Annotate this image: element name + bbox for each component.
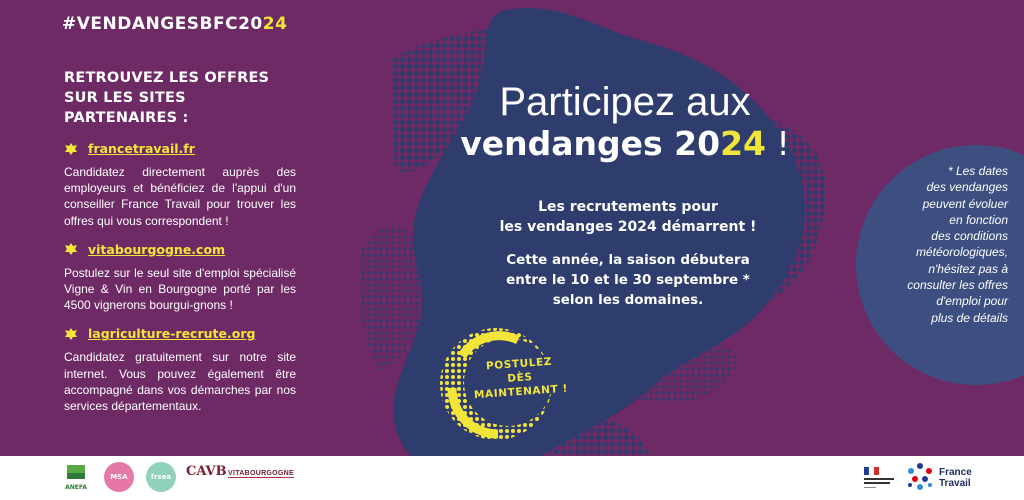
vitabourgogne-logo: VITABOURGOGNE: [228, 470, 294, 477]
vine-leaf-icon: [64, 327, 78, 341]
recruitment-announcement: Les recrutements pour les vendanges 2024 démarrent !: [499, 199, 757, 235]
cavb-logo: CAVB: [186, 464, 227, 479]
main-title: [440, 80, 810, 164]
france-travail-dots-icon: [905, 461, 935, 493]
anefa-logo: [65, 463, 87, 493]
site-link-vitabourgogne[interactable]: vitabourgogne.com: [88, 241, 226, 257]
site-description: Postulez sur le seul site d'emploi spécialisé Vigne & Vin en Bourgogne porté par les 4500 vignerons bourgui-gnons !: [64, 265, 296, 313]
partner-sites-column: [64, 68, 296, 414]
partner-logos-footer: [0, 456, 1024, 500]
title-line1: Participez aux: [499, 80, 751, 124]
site-vitabourgogne: [64, 242, 296, 314]
vine-leaf-icon: [64, 142, 78, 156]
msa-logo: MSA: [104, 462, 134, 492]
france-travail-logo: France Travail: [905, 461, 935, 497]
title-line2: vendanges 2024 !: [460, 124, 790, 163]
apply-now-button[interactable]: POSTULEZ DÈS MAINTENANT !: [473, 355, 569, 402]
svg-text:ANEFA: ANEFA: [65, 484, 87, 491]
site-link-lagriculture[interactable]: lagriculture-recrute.org: [88, 326, 256, 342]
frsea-logo: frsea: [146, 462, 176, 492]
site-link-francetravail[interactable]: francetravail.fr: [88, 141, 195, 156]
hashtag-prefix: #VENDANGESBFC20: [62, 14, 263, 34]
site-description: Candidatez gratuitement sur notre site internet. Vous pouvez également être accompagné dans vos démarches par nos services départementaux.: [64, 350, 296, 414]
republique-francaise-logo: [860, 463, 900, 493]
vine-leaf-icon: [64, 242, 78, 256]
site-francetravail: [64, 141, 296, 229]
season-dates: Cette année, la saison débutera entre le 10 et le 30 septembre * selon les domaines.: [506, 252, 750, 308]
partner-sites-heading: RETROUVEZ LES OFFRES SUR LES SITES PARTENAIRES :: [64, 70, 270, 126]
dates-note-text: * Les dates des vendanges peuvent évoluer en fonction des conditions météorologiques, n'hésitez pas à consulter les offres d'emploi pour plus de détails: [907, 164, 1008, 325]
hashtag-year: 24: [262, 14, 288, 34]
site-lagriculture: [64, 326, 296, 414]
site-description: Candidatez directement auprès des employeurs et bénéficiez de l'appui d'un conseiller France Travail pour trouver les offres qui vous correspondent !: [64, 165, 296, 228]
